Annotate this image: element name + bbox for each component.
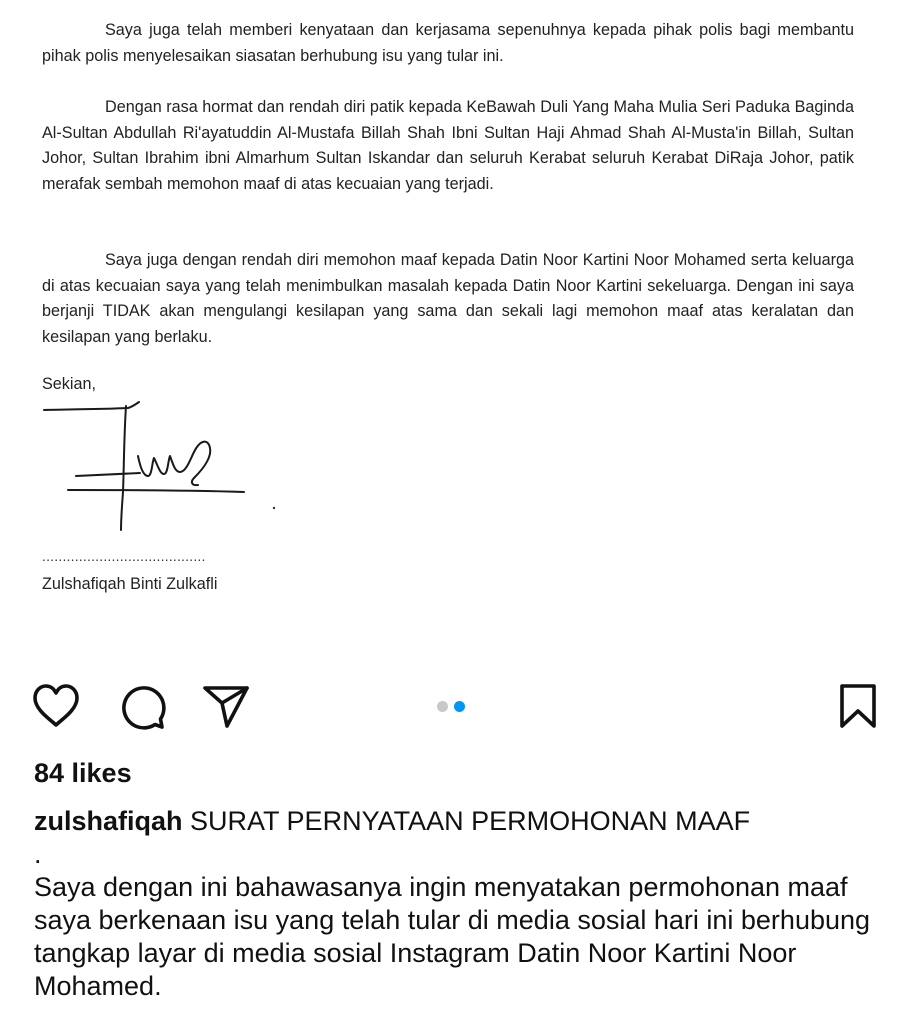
caption-body: Saya dengan ini bahawasanya ingin menyatakan permohonan maaf saya berkenaan isu yang telah tular di media sosial hari ini berhubung tangkap layar di media sosial Instagram Datin Noor Kartini Noor Mohamed. xyxy=(34,872,871,1001)
save-button[interactable] xyxy=(832,680,884,732)
letter-paragraph-royal-apology: Dengan rasa hormat dan rendah diri patik kepada KeBawah Duli Yang Maha Mulia Seri Paduka Baginda Al-Sultan Abdullah Ri'ayatuddin Al-Mustafa Billah Shah Ibni Sultan Haji Ahmad Shah Al-Musta'in Billah, Sultan Johor, Sultan Ibrahim ibni Almarhum Sultan Iskandar dan seluruh Kerabat seluruh Kerabat DiRaja Johor, patik merafak sembah memohon maaf di atas kecuaian yang terjadi. xyxy=(42,98,854,193)
caption-first-line xyxy=(34,805,884,838)
caption-username[interactable]: zulshafiqah xyxy=(34,806,183,836)
heart-icon xyxy=(31,683,81,729)
likes-count[interactable]: 84 likes xyxy=(34,758,132,788)
like-button[interactable] xyxy=(30,680,82,732)
caption-separator: . xyxy=(34,839,42,869)
bookmark-icon xyxy=(838,683,878,729)
handwritten-signature xyxy=(40,396,290,540)
letter-paragraph-datin-apology: Saya juga dengan rendah diri memohon maaf kepada Datin Noor Kartini Noor Mohamed serta keluarga di atas kecuaian saya yang telah menimbulkan masalah kepada Datin Noor Kartini sekeluarga. Dengan ini saya berjanji TIDAK akan mengulangi kesilapan yang sama dan sekali lagi memohon maaf atas keralatan dan kesilapan yang berlaku. xyxy=(42,251,854,346)
letter-paragraph-cooperation: Saya juga telah memberi kenyataan dan kerjasama sepenuhnya kepada pihak polis bagi membantu pihak polis menyelesaikan siasatan berhubung isu yang tular ini. xyxy=(42,21,854,65)
signer-name: Zulshafiqah Binti Zulkafli xyxy=(42,575,218,593)
comment-bubble-icon xyxy=(118,682,166,730)
share-button[interactable] xyxy=(200,680,252,732)
carousel-indicator xyxy=(437,701,465,711)
paper-plane-icon xyxy=(201,683,251,729)
caption-title: SURAT PERNYATAAN PERMOHONAN MAAF xyxy=(190,806,751,836)
post-action-bar xyxy=(0,680,914,732)
letter-closing: Sekian, xyxy=(42,375,96,393)
post-caption xyxy=(34,805,884,1003)
comment-button[interactable] xyxy=(116,680,168,732)
carousel-dot xyxy=(437,701,448,712)
signature-dotted-line: ........................................ xyxy=(42,548,206,564)
carousel-dot-active xyxy=(454,701,465,712)
